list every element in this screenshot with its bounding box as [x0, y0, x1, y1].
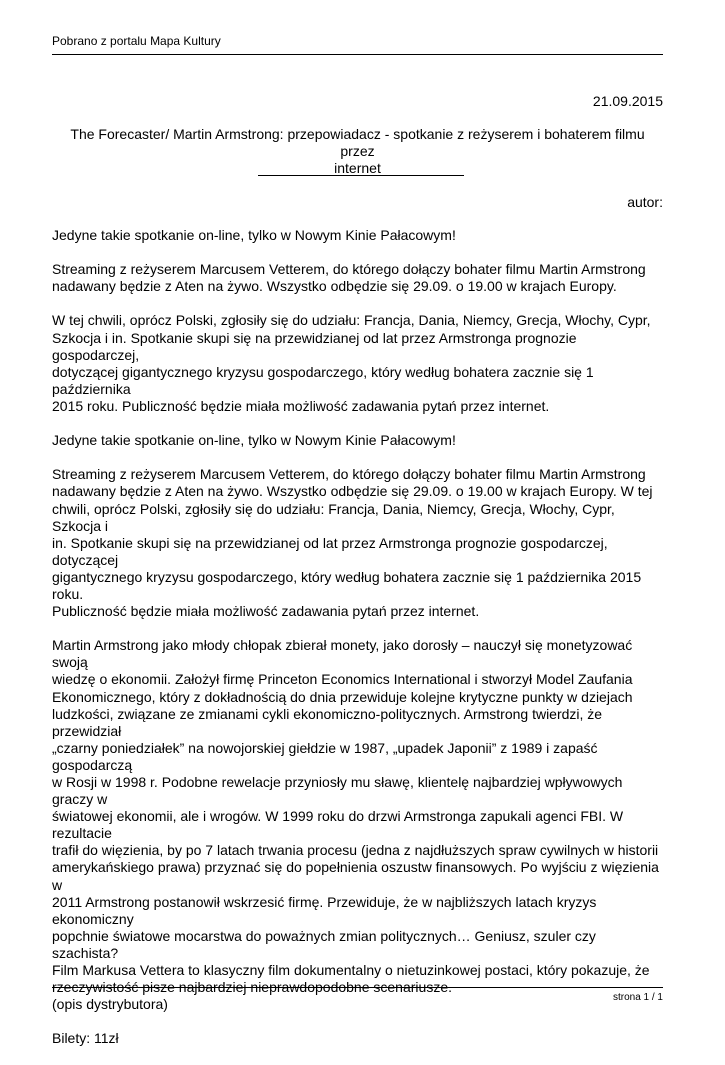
- author-label: autor:: [627, 194, 663, 210]
- body-paragraph: Jedyne takie spotkanie on-line, tylko w Nowym Kinie Pałacowym!: [52, 227, 456, 243]
- body-paragraph: Martin Armstrong jako młody chłopak zbierał monety, jako dorosły – nauczył się monetyzować swoją wiedzę o ekonomii. Założył firmę Princeton Economics International i stworzył Model Zaufania Ekonomicznego, który z dokładnością do dnia przewiduje kolejne krytyczne punkty w dziejach ludzkości, związane ze zmianami cykli ekonomiczno-politycznych. Armstrong twierdzi, że przewidział „czarny poniedziałek” na nowojorskiej giełdzie w 1987, „upadek Japonii” z 1989 i zapaść gospodarczą w Rosji w 1998 r. Podobne rewelacje przyniosły mu sławę, klientelę najbardziej wpływowych graczy w światowej ekonomii, ale i wrogów. W 1999 roku do drzwi Armstronga zapukali agenci FBI. W rezultacie trafił do więzienia, by po 7 latach trwania procesu (jedna z najdłuższych spraw cywilnych w historii amerykańskiego prawa) przyznać się do popełnienia oszustw finansowych. Po wyjściu z więzienia w 2011 Armstrong postanowił wskrzesić firmę. Przewiduje, że w najbliższych latach kryzys ekonomiczny popchnie światowe mocarstwa do poważnych zmian politycznych… Geniusz, szuler czy szachista? Film Markusa Vettera to klasyczny film dokumentalny o nietuzinkowej postaci, który pokazuje, że rzeczywistość pisze najbardziej nieprawdopodobne scenariusze. (opis dystrybutora): [52, 637, 659, 1013]
- body-paragraph: Streaming z reżyserem Marcusem Vetterem, do którego dołączy bohater filmu Martin Armstrong nadawany będzie z Aten na żywo. Wszystko odbędzie się 29.09. o 19.00 w krajach Europy. W tej chwili, oprócz Polski, zgłosiły się do udziału: Francja, Dania, Niemcy, Grecja, Włochy, Cypr, Szkocja i in. Spotkanie skupi się na przewidzianej od lat przez Armstronga prognozie gospodarczej, dotyczącej gigantycznego kryzysu gospodarczego, który według bohatera zacznie się 1 października 2015 roku. Publiczność będzie miała możliwość zadawania pytań przez internet.: [52, 466, 653, 620]
- footer-divider: [52, 987, 663, 988]
- body-paragraph: Streaming z reżyserem Marcusem Vetterem, do którego dołączy bohater filmu Martin Armstrong nadawany będzie z Aten na żywo. Wszystko odbędzie się 29.09. o 19.00 w krajach Europy.: [52, 261, 646, 295]
- document-body: [52, 227, 663, 1065]
- tickets-paragraph: Bilety: 11zł: [52, 1030, 119, 1047]
- body-paragraph: W tej chwili, oprócz Polski, zgłosiły się do udziału: Francja, Dania, Niemcy, Grecja, Włochy, Cypr, Szkocja i in. Spotkanie skupi się na przewidzianej od lat przez Armstronga prognozie gospodarczej, dotyczącej gigantycznego kryzysu gospodarczego, który według bohatera zacznie się 1 października 2015 roku. Publiczność będzie miała możliwość zadawania pytań przez internet.: [52, 312, 651, 414]
- title-underline: [258, 175, 464, 176]
- header-divider: [52, 54, 663, 55]
- document-date: 21.09.2015: [592, 93, 663, 109]
- document-title: The Forecaster/ Martin Armstrong: przepowiadacz - spotkanie z reżyserem i bohaterem filmu przez internet: [70, 126, 645, 176]
- page-number: strona 1 / 1: [612, 992, 663, 1003]
- body-paragraph: Jedyne takie spotkanie on-line, tylko w Nowym Kinie Pałacowym!: [52, 432, 456, 449]
- page-header-source: Pobrano z portalu Mapa Kultury: [52, 34, 221, 48]
